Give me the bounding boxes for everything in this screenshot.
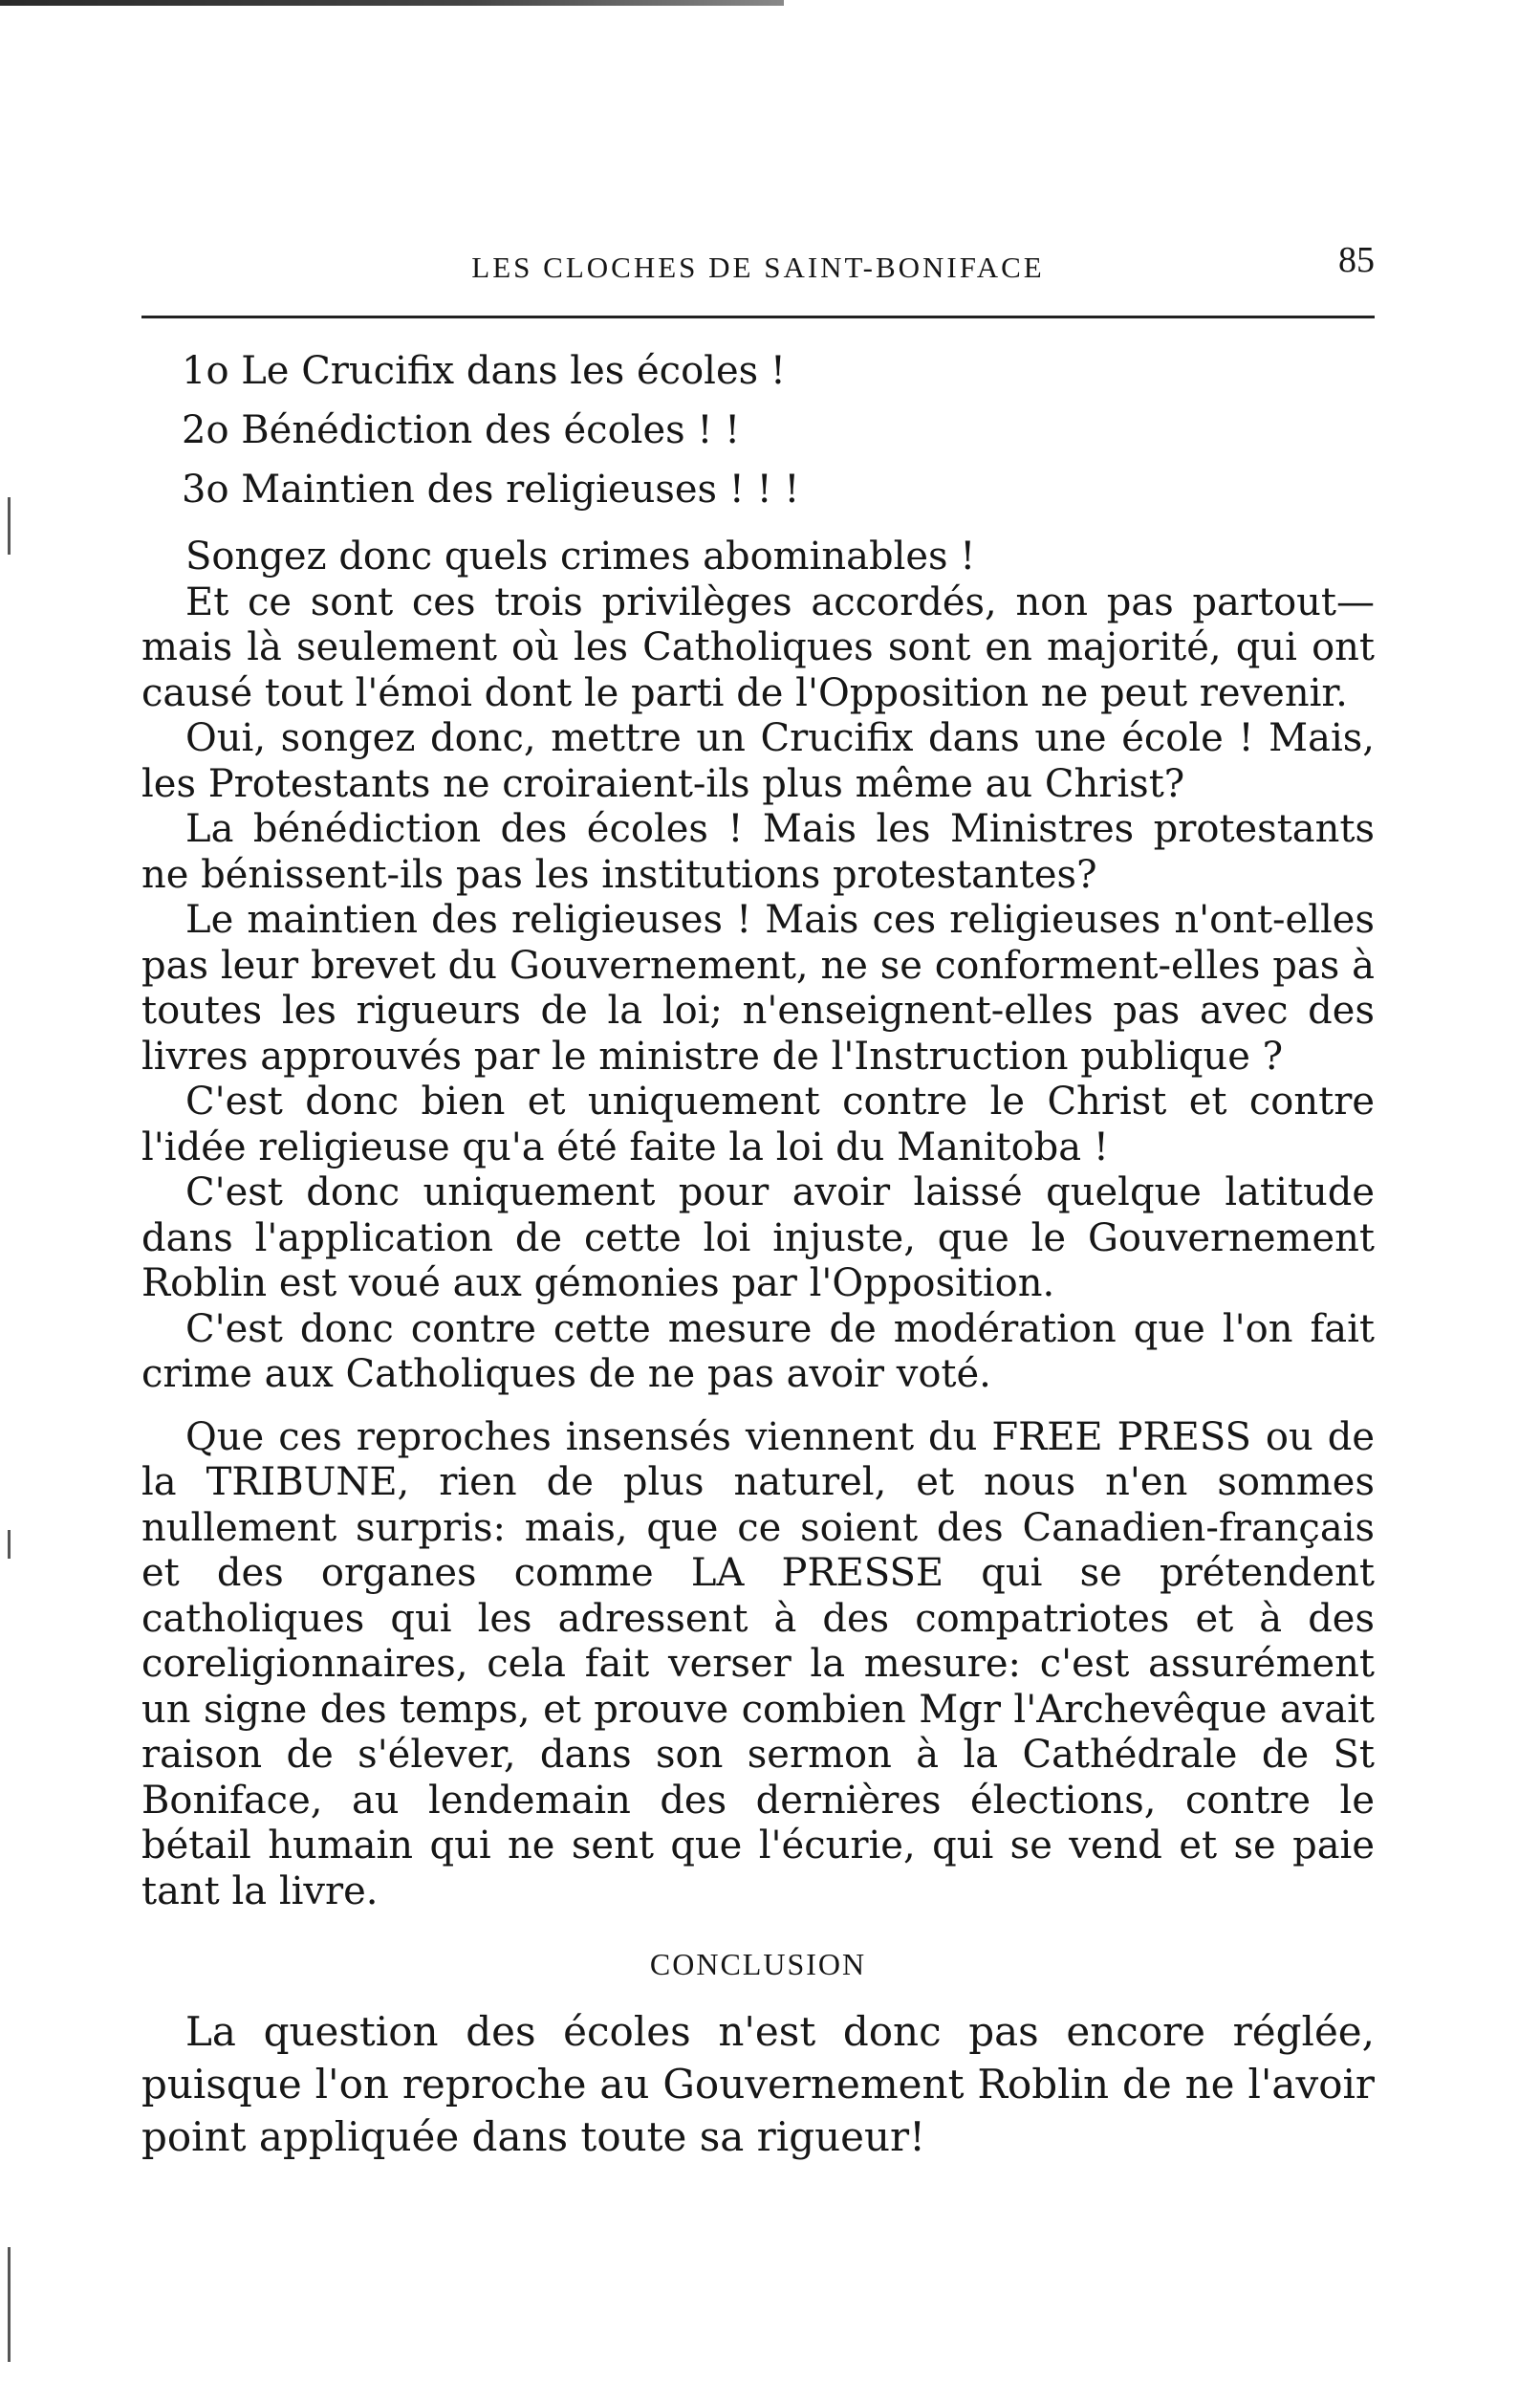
conclusion-paragraph: La question des écoles n'est donc pas encore réglée, puisque l'on reproche au Gouvernement Roblin de ne l'avoir point appliquée dans toute sa rigueur!	[141, 2008, 1375, 2160]
list-item: 2o Bénédiction des écoles ! !	[182, 408, 741, 452]
running-title: LES CLOCHES DE SAINT-BONIFACE	[471, 251, 1045, 284]
margin-scan-mark	[8, 2247, 11, 2362]
paragraph: C'est donc uniquement pour avoir laissé quelque latitude dans l'application de cette loi injuste, que le Gouvernement Roblin est voué aux gémonies par l'Opposition.	[141, 1170, 1375, 1305]
paragraph: Songez donc quels crimes abominables !	[185, 535, 976, 579]
conclusion-heading: CONCLUSION	[649, 1947, 867, 1981]
paragraph: La bénédiction des écoles ! Mais les Ministres protestants ne bénissent-ils pas les institutions protestantes?	[141, 807, 1375, 897]
page-number: 85	[1338, 240, 1375, 280]
paragraph: Oui, songez donc, mettre un Crucifix dans une école ! Mais, les Protestants ne croiraient-ils plus même au Christ?	[141, 716, 1375, 806]
list-item: 1o Le Crucifix dans les écoles !	[182, 349, 786, 393]
margin-scan-mark	[8, 497, 11, 555]
body-text	[141, 535, 1375, 1914]
running-header	[141, 239, 1375, 296]
paragraph: Et ce sont ces trois privilèges accordés, non pas partout—mais là seulement où les Catholiques sont en majorité, qui ont causé tout l'émoi dont le parti de l'Opposition ne peut revenir.	[141, 579, 1375, 715]
header-rule	[141, 316, 1375, 318]
privilege-list	[141, 341, 1375, 519]
top-scan-rule	[0, 0, 784, 6]
paragraph: Le maintien des religieuses ! Mais ces religieuses n'ont-elles pas leur brevet du Gouvernement, ne se conforment-elles pas à toutes les rigueurs de la loi; n'enseignent-elles pas avec des livres approuvés par le ministre de l'Instruction publique ?	[141, 898, 1375, 1079]
paragraph: C'est donc contre cette mesure de modération que l'on fait crime aux Catholiques de ne pas avoir voté.	[141, 1306, 1375, 1396]
paragraph: C'est donc bien et uniquement contre le Christ et contre l'idée religieuse qu'a été faite la loi du Manitoba !	[141, 1080, 1375, 1169]
list-item: 3o Maintien des religieuses ! ! !	[182, 468, 800, 512]
conclusion-section	[141, 2005, 1375, 2163]
paragraph: Que ces reproches insensés viennent du FREE PRESS ou de la TRIBUNE, rien de plus naturel, et nous n'en sommes nullement surpris: mais, que ce soient des Canadien-français et des organes comme LA PRESSE qui se prétendent catholiques qui les adressent à des compatriotes et à des coreligionnaires, cela fait verser la mesure: c'est assurément un signe des temps, et prouve combien Mgr l'Archevêque avait raison de s'élever, dans son sermon à la Cathédrale de St Boniface, au lendemain des dernières élections, contre le bétail humain qui ne sent que l'écurie, qui se vend et se paie tant la livre.	[141, 1414, 1375, 1913]
book-page	[141, 239, 1375, 2163]
margin-scan-mark	[8, 1530, 11, 1559]
